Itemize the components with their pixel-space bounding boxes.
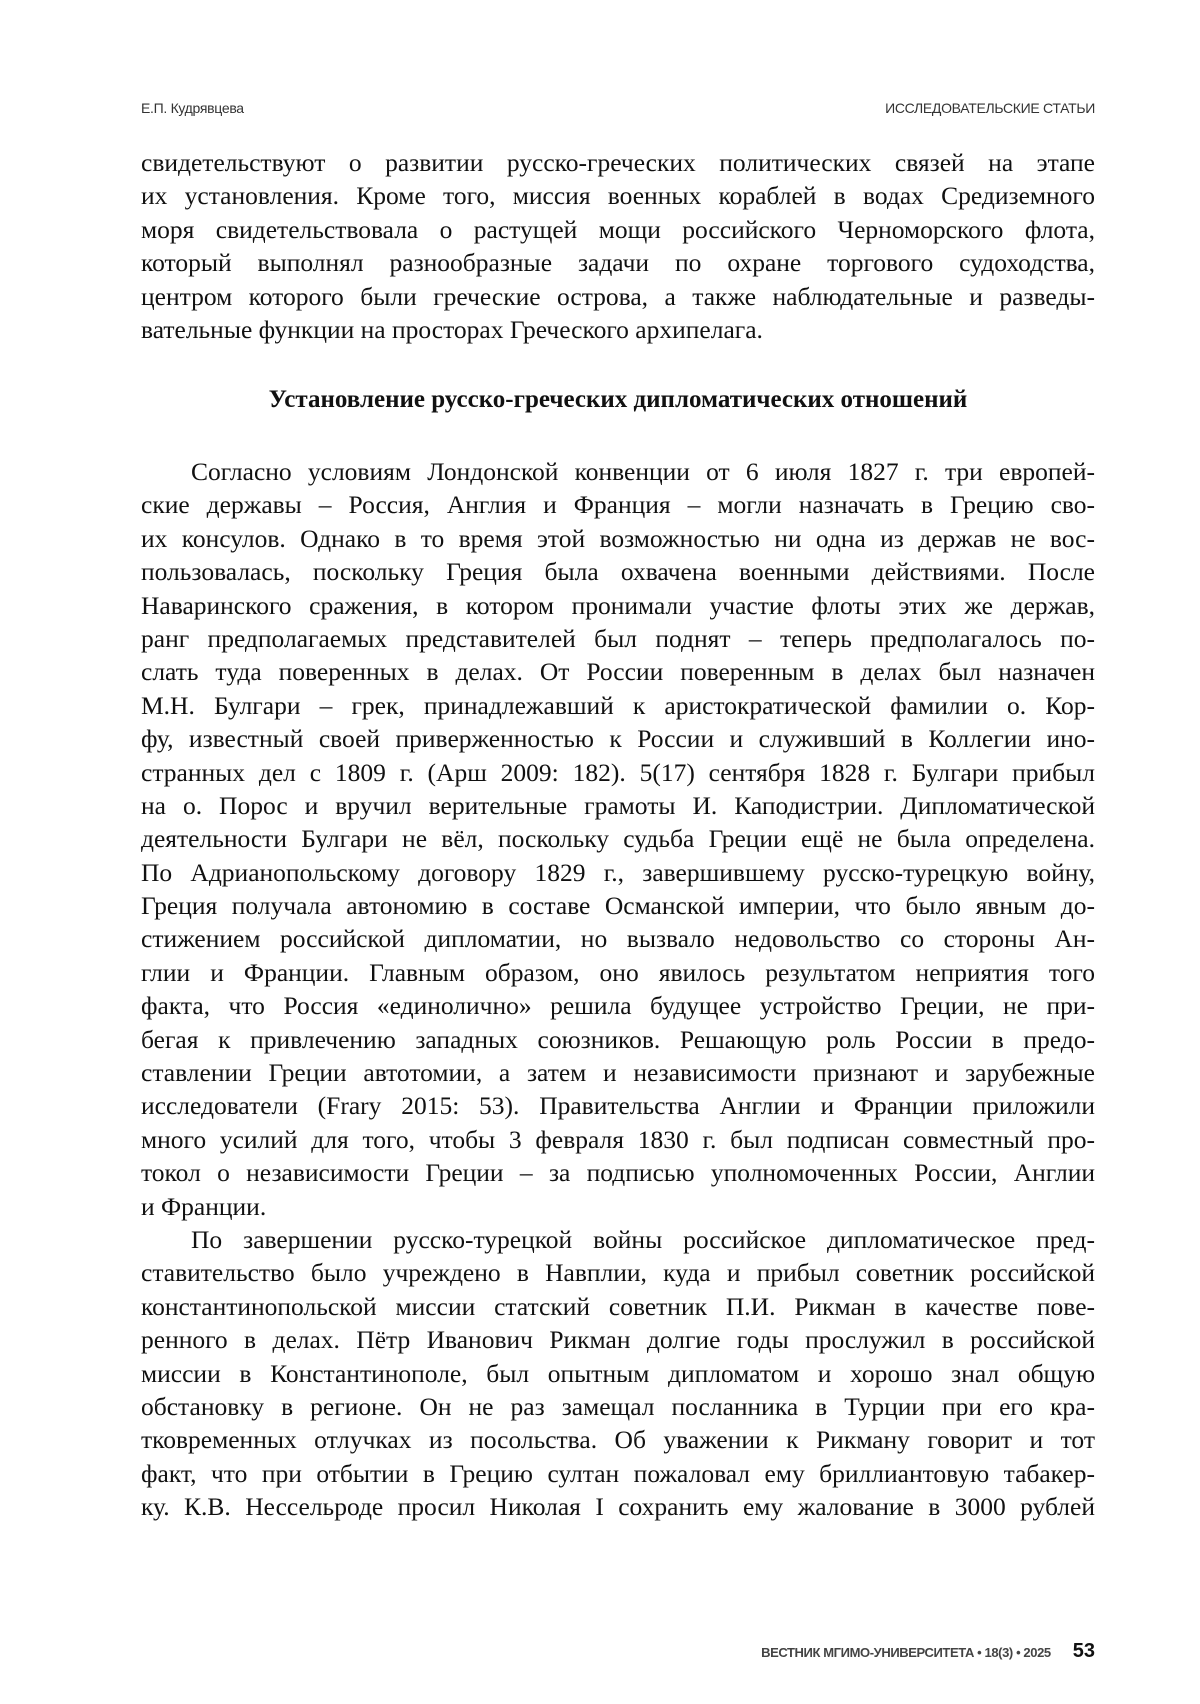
- text-line: ранг предполагаемых представителей был поднят – теперь предполагалось по-: [141, 622, 1095, 655]
- text-line: ренного в делах. Пётр Иванович Рикман долгие годы прослужил в российской: [141, 1323, 1095, 1356]
- page-number: 53: [1073, 1640, 1095, 1663]
- text-line: центром которого были греческие острова, а также наблюдательные и разведы-: [141, 280, 1095, 313]
- text-line: ставлении Греции автотомии, а затем и независимости признают и зарубежные: [141, 1056, 1095, 1089]
- text-line: и Франции.: [141, 1190, 1095, 1223]
- text-line: факт, что при отбытии в Грецию султан пожаловал ему бриллиантовую табакер-: [141, 1457, 1095, 1490]
- text-line: стижением российской дипломатии, но вызвало недовольство со стороны Ан-: [141, 922, 1095, 955]
- text-line: моря свидетельствовала о растущей мощи российского Черноморского флота,: [141, 213, 1095, 246]
- text-line: М.Н. Булгари – грек, принадлежавший к аристократической фамилии о. Кор-: [141, 689, 1095, 722]
- text-line: глии и Франции. Главным образом, оно явилось результатом неприятия того: [141, 956, 1095, 989]
- text-line: Наваринского сражения, в котором пронимали участие флоты этих же держав,: [141, 589, 1095, 622]
- text-line: По завершении русско-турецкой войны российское дипломатическое пред-: [141, 1223, 1095, 1256]
- text-line: тковременных отлучках из посольства. Об уважении к Рикману говорит и тот: [141, 1423, 1095, 1456]
- text-line: миссии в Константинополе, был опытным дипломатом и хорошо знал общую: [141, 1357, 1095, 1390]
- text-line: По Адрианопольскому договору 1829 г., завершившему русско-турецкую войну,: [141, 856, 1095, 889]
- text-line: токол о независимости Греции – за подписью уполномоченных России, Англии: [141, 1156, 1095, 1189]
- paragraph: [141, 455, 1095, 1223]
- text-line: ставительство было учреждено в Навплии, куда и прибыл советник российской: [141, 1256, 1095, 1289]
- running-header-section: ИССЛЕДОВАТЕЛЬСКИЕ СТАТЬИ: [885, 100, 1095, 116]
- text-line: ские державы – Россия, Англия и Франция – могли назначать в Грецию сво-: [141, 488, 1095, 521]
- journal-name: ВЕСТНИК МГИМО-УНИВЕРСИТЕТА • 18(3) • 2025: [761, 1645, 1051, 1660]
- paragraph: [141, 146, 1095, 346]
- section-heading: Установление русско-греческих дипломатических отношений: [141, 386, 1095, 414]
- text-line: исследователи (Frary 2015: 53). Правительства Англии и Франции приложили: [141, 1089, 1095, 1122]
- text-line: бегая к привлечению западных союзников. Решающую роль России в предо-: [141, 1023, 1095, 1056]
- section-body: [141, 455, 1095, 1524]
- text-line: на о. Порос и вручил верительные грамоты И. Каподистрии. Дипломатической: [141, 789, 1095, 822]
- text-line: ку. К.В. Нессельроде просил Николая I сохранить ему жалование в 3000 рублей: [141, 1490, 1095, 1523]
- text-line: который выполнял разнообразные задачи по охране торгового судоходства,: [141, 246, 1095, 279]
- text-line: слать туда поверенных в делах. От России поверенным в делах был назначен: [141, 655, 1095, 688]
- text-line: вательные функции на просторах Греческого архипелага.: [141, 313, 1095, 346]
- page-footer: [761, 1640, 1095, 1663]
- paragraph: [141, 1223, 1095, 1524]
- text-line: странных дел с 1809 г. (Арш 2009: 182). 5(17) сентября 1828 г. Булгари прибыл: [141, 756, 1095, 789]
- text-line: их установления. Кроме того, миссия военных кораблей в водах Средиземного: [141, 179, 1095, 212]
- text-line: фу, известный своей приверженностью к России и служивший в Коллегии ино-: [141, 722, 1095, 755]
- text-line: обстановку в регионе. Он не раз замещал посланника в Турции при его кра-: [141, 1390, 1095, 1423]
- intro-paragraph: [141, 146, 1095, 346]
- text-line: их консулов. Однако в то время этой возможностью ни одна из держав не вос-: [141, 522, 1095, 555]
- text-line: Греция получала автономию в составе Османской империи, что было явным до-: [141, 889, 1095, 922]
- text-line: деятельности Булгари не вёл, поскольку судьба Греции ещё не была определена.: [141, 822, 1095, 855]
- text-line: факта, что Россия «единолично» решила будущее устройство Греции, не при-: [141, 989, 1095, 1022]
- text-line: много усилий для того, чтобы 3 февраля 1830 г. был подписан совместный про-: [141, 1123, 1095, 1156]
- text-line: константинопольской миссии статский советник П.И. Рикман в качестве пове-: [141, 1290, 1095, 1323]
- text-line: Согласно условиям Лондонской конвенции от 6 июля 1827 г. три европей-: [141, 455, 1095, 488]
- running-header-author: Е.П. Кудрявцева: [141, 100, 244, 116]
- text-line: пользовалась, поскольку Греция была охвачена военными действиями. После: [141, 555, 1095, 588]
- text-line: свидетельствуют о развитии русско-греческих политических связей на этапе: [141, 146, 1095, 179]
